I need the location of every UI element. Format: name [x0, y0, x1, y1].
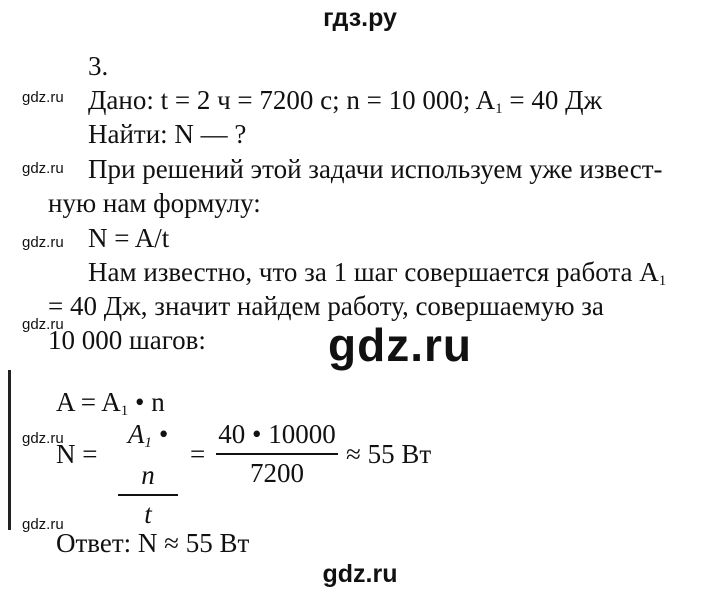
fraction-numeric-numerator: 40 • 10000	[218, 419, 336, 449]
small-watermark: gdz.ru	[22, 160, 64, 177]
eq2-lhs: N =	[56, 439, 98, 469]
fraction-symbolic-denominator: t	[144, 499, 152, 529]
eq2-equals: =	[190, 439, 206, 469]
fraction-symbolic	[118, 418, 178, 530]
site-watermark-bottom: gdz.ru	[322, 560, 398, 588]
eq1-subscript: 1	[120, 403, 129, 419]
fraction-numeric	[216, 418, 338, 489]
given-subscript: 1	[495, 101, 503, 117]
small-watermark: gdz.ru	[22, 89, 64, 106]
paragraph-2-text: Нам известно, что за 1 шаг совершается работа A	[88, 257, 659, 287]
small-watermark: gdz.ru	[22, 316, 64, 333]
small-watermark: gdz.ru	[22, 516, 64, 533]
fraction-numeric-denominator: 7200	[250, 458, 304, 488]
numerator-n: • n	[141, 419, 169, 490]
eq1-left: A = A	[56, 387, 121, 417]
eq1-right: • n	[128, 387, 165, 417]
paragraph-2-line-3: 10 000 шагов:	[48, 325, 206, 355]
answer-line: Ответ: N ≈ 55 Вт	[56, 528, 250, 558]
given-end: = 40 Дж	[502, 85, 603, 115]
small-watermark: gdz.ru	[22, 430, 64, 447]
eq2-result: ≈ 55 Вт	[346, 439, 432, 469]
fraction-bar	[118, 494, 178, 496]
site-watermark-center: gdz.ru	[328, 319, 472, 371]
formula-power: N = A/t	[88, 223, 170, 253]
paragraph-2-line-2: = 40 Дж, значит найдем работу, совершаемую за	[48, 291, 604, 321]
paragraph-1-line-2: ную нам формулу:	[48, 188, 261, 218]
small-watermark: gdz.ru	[22, 234, 64, 251]
paragraph-1-line-1: При решений этой задачи используем уже извест-	[88, 154, 663, 184]
numerator-subscript: 1	[144, 435, 152, 451]
problem-number: 3.	[88, 51, 109, 81]
margin-line	[8, 370, 11, 530]
paragraph-2-subscript: 1	[658, 273, 667, 289]
fraction-bar	[216, 453, 338, 455]
find-line: Найти: N — ?	[88, 119, 247, 149]
fraction-symbolic-numerator	[118, 418, 178, 491]
site-watermark-top: гдз.ру	[323, 4, 397, 32]
numerator-a: A	[127, 419, 145, 449]
given-text: Дано: t = 2 ч = 7200 с; n = 10 000; A	[88, 85, 496, 115]
